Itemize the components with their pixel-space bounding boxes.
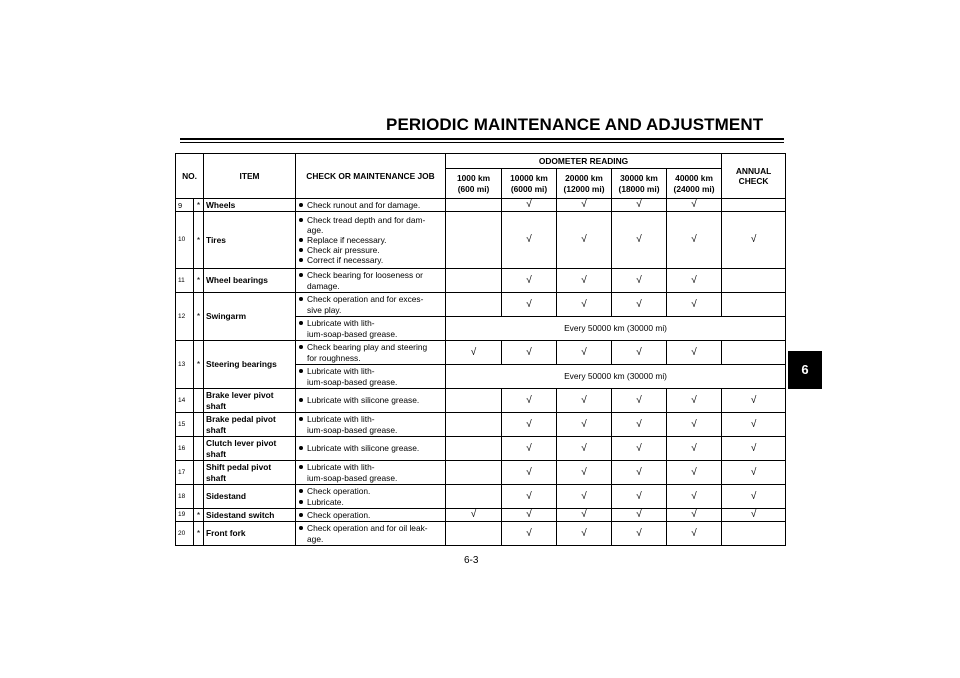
check-mark: √ (612, 199, 667, 212)
check-mark: √ (667, 212, 722, 269)
header-row (176, 154, 786, 169)
check-mark: √ (722, 485, 786, 509)
job-bullet: Check operation. (298, 510, 443, 520)
maintenance-table (175, 153, 786, 546)
row-job (296, 199, 446, 212)
star-cell (194, 413, 204, 437)
header-odometer: ODOMETER READING (446, 154, 722, 169)
interval-note: Every 50000 km (30000 mi) (446, 317, 786, 341)
check-mark: √ (667, 269, 722, 293)
interval-header: 20000 km (12000 mi) (557, 169, 612, 199)
check-mark: √ (612, 485, 667, 509)
title-underline-thin (180, 142, 784, 143)
check-mark: √ (722, 212, 786, 269)
table-row (176, 341, 786, 365)
annual-cell (722, 522, 786, 546)
table-row (176, 413, 786, 437)
page-title: PERIODIC MAINTENANCE AND ADJUSTMENT (386, 115, 764, 134)
header-annual (722, 154, 786, 199)
check-mark: √ (557, 199, 612, 212)
check-mark: √ (557, 461, 612, 485)
row-job (296, 389, 446, 413)
header-job: CHECK OR MAINTENANCE JOB (296, 154, 446, 199)
table-row (176, 389, 786, 413)
chapter-tab[interactable]: 6 (788, 351, 822, 389)
check-mark: √ (667, 341, 722, 365)
row-job (296, 485, 446, 509)
row-item: Front fork (204, 522, 296, 546)
star-mark: * (194, 269, 204, 293)
check-mark: √ (557, 522, 612, 546)
table-row (176, 269, 786, 293)
row-item: Brake lever pivot shaft (204, 389, 296, 413)
row-item: Clutch lever pivot shaft (204, 437, 296, 461)
row-job (296, 522, 446, 546)
check-mark: √ (612, 293, 667, 317)
row-number: 9 (176, 199, 194, 212)
table-row (176, 293, 786, 317)
check-mark: √ (557, 389, 612, 413)
table-row (176, 522, 786, 546)
check-mark: √ (502, 437, 557, 461)
job-bullet: Check tread depth and for dam- age. (298, 215, 443, 235)
job-bullet: Lubricate with lith- ium-soap-based grease. (298, 414, 443, 434)
check-mark: √ (502, 485, 557, 509)
interval-cell (446, 461, 502, 485)
row-number: 13 (176, 341, 194, 389)
check-mark: √ (557, 485, 612, 509)
check-mark: √ (667, 522, 722, 546)
header-annual-line1: ANNUAL (735, 165, 772, 176)
check-mark: √ (667, 461, 722, 485)
star-mark: * (194, 341, 204, 389)
check-mark: √ (557, 437, 612, 461)
row-job (296, 413, 446, 437)
row-number: 11 (176, 269, 194, 293)
check-mark: √ (557, 413, 612, 437)
check-mark: √ (612, 212, 667, 269)
check-mark: √ (612, 269, 667, 293)
title-underline (180, 138, 784, 140)
check-mark: √ (557, 509, 612, 522)
check-mark: √ (667, 509, 722, 522)
star-cell (194, 389, 204, 413)
star-mark: * (194, 212, 204, 269)
star-cell (194, 437, 204, 461)
table-row (176, 461, 786, 485)
interval-cell (446, 389, 502, 413)
row-item: Steering bearings (204, 341, 296, 389)
row-item: Brake pedal pivot shaft (204, 413, 296, 437)
check-mark: √ (502, 522, 557, 546)
row-number: 14 (176, 389, 194, 413)
row-job (296, 293, 446, 317)
job-bullet: Lubricate with lith- ium-soap-based grease. (298, 462, 443, 482)
row-number: 12 (176, 293, 194, 341)
job-bullet: Lubricate with silicone grease. (298, 443, 443, 453)
star-cell (194, 461, 204, 485)
star-mark: * (194, 199, 204, 212)
check-mark: √ (557, 293, 612, 317)
row-job (296, 461, 446, 485)
check-mark: √ (502, 389, 557, 413)
table-row (176, 199, 786, 212)
star-mark: * (194, 509, 204, 522)
check-mark: √ (722, 389, 786, 413)
header-item: ITEM (204, 154, 296, 199)
row-job (296, 341, 446, 365)
check-mark: √ (502, 461, 557, 485)
check-mark: √ (612, 522, 667, 546)
row-job (296, 212, 446, 269)
table-row (176, 509, 786, 522)
check-mark: √ (667, 199, 722, 212)
job-bullet: Lubricate with silicone grease. (298, 395, 443, 405)
star-mark: * (194, 293, 204, 341)
star-mark: * (194, 522, 204, 546)
check-mark: √ (722, 461, 786, 485)
job-bullet: Check air pressure. (298, 245, 443, 255)
row-number: 10 (176, 212, 194, 269)
check-mark: √ (722, 437, 786, 461)
job-bullet: Check operation and for exces- sive play. (298, 294, 443, 314)
row-item: Sidestand (204, 485, 296, 509)
job-bullet: Lubricate with lith- ium-soap-based grease. (298, 318, 443, 338)
annual-cell (722, 269, 786, 293)
star-cell (194, 485, 204, 509)
check-mark: √ (557, 212, 612, 269)
row-number: 18 (176, 485, 194, 509)
header-no: NO. (176, 154, 204, 199)
check-mark: √ (446, 509, 502, 522)
interval-cell (446, 522, 502, 546)
check-mark: √ (667, 485, 722, 509)
check-mark: √ (557, 341, 612, 365)
check-mark: √ (446, 341, 502, 365)
job-bullet: Replace if necessary. (298, 235, 443, 245)
check-mark: √ (722, 413, 786, 437)
interval-cell (446, 413, 502, 437)
interval-header: 1000 km (600 mi) (446, 169, 502, 199)
annual-cell (722, 341, 786, 365)
table-row (176, 212, 786, 269)
check-mark: √ (667, 413, 722, 437)
row-job (296, 269, 446, 293)
header-annual-line2: CHECK (738, 176, 769, 186)
annual-cell (722, 293, 786, 317)
row-job (296, 365, 446, 389)
job-bullet: Lubricate. (298, 497, 443, 507)
row-item: Swingarm (204, 293, 296, 341)
check-mark: √ (502, 341, 557, 365)
interval-header: 40000 km (24000 mi) (667, 169, 722, 199)
page-number: 6-3 (464, 555, 479, 566)
check-mark: √ (502, 413, 557, 437)
row-number: 20 (176, 522, 194, 546)
row-job (296, 317, 446, 341)
row-number: 16 (176, 437, 194, 461)
check-mark: √ (502, 293, 557, 317)
job-bullet: Check operation. (298, 486, 443, 496)
row-item: Wheel bearings (204, 269, 296, 293)
row-number: 19 (176, 509, 194, 522)
check-mark: √ (612, 437, 667, 461)
table-row (176, 485, 786, 509)
interval-cell (446, 269, 502, 293)
row-item: Wheels (204, 199, 296, 212)
interval-header: 10000 km (6000 mi) (502, 169, 557, 199)
row-number: 17 (176, 461, 194, 485)
check-mark: √ (667, 437, 722, 461)
check-mark: √ (502, 269, 557, 293)
check-mark: √ (722, 509, 786, 522)
annual-cell (722, 199, 786, 212)
job-bullet: Check operation and for oil leak- age. (298, 523, 443, 543)
job-bullet: Check runout and for damage. (298, 200, 443, 210)
row-item: Shift pedal pivot shaft (204, 461, 296, 485)
check-mark: √ (612, 461, 667, 485)
job-bullet: Check bearing for looseness or damage. (298, 270, 443, 290)
interval-cell (446, 199, 502, 212)
row-item: Sidestand switch (204, 509, 296, 522)
row-item: Tires (204, 212, 296, 269)
job-bullet: Correct if necessary. (298, 255, 443, 265)
check-mark: √ (667, 389, 722, 413)
job-bullet: Lubricate with lith- ium-soap-based grease. (298, 366, 443, 386)
interval-header: 30000 km (18000 mi) (612, 169, 667, 199)
check-mark: √ (612, 509, 667, 522)
interval-cell (446, 437, 502, 461)
table-row (176, 437, 786, 461)
check-mark: √ (557, 269, 612, 293)
row-job (296, 437, 446, 461)
check-mark: √ (612, 389, 667, 413)
interval-note: Every 50000 km (30000 mi) (446, 365, 786, 389)
check-mark: √ (502, 199, 557, 212)
row-job (296, 509, 446, 522)
job-bullet: Check bearing play and steering for roughness. (298, 342, 443, 362)
row-number: 15 (176, 413, 194, 437)
interval-cell (446, 293, 502, 317)
check-mark: √ (502, 212, 557, 269)
check-mark: √ (612, 413, 667, 437)
interval-cell (446, 485, 502, 509)
check-mark: √ (612, 341, 667, 365)
check-mark: √ (502, 509, 557, 522)
check-mark: √ (667, 293, 722, 317)
interval-cell (446, 212, 502, 269)
